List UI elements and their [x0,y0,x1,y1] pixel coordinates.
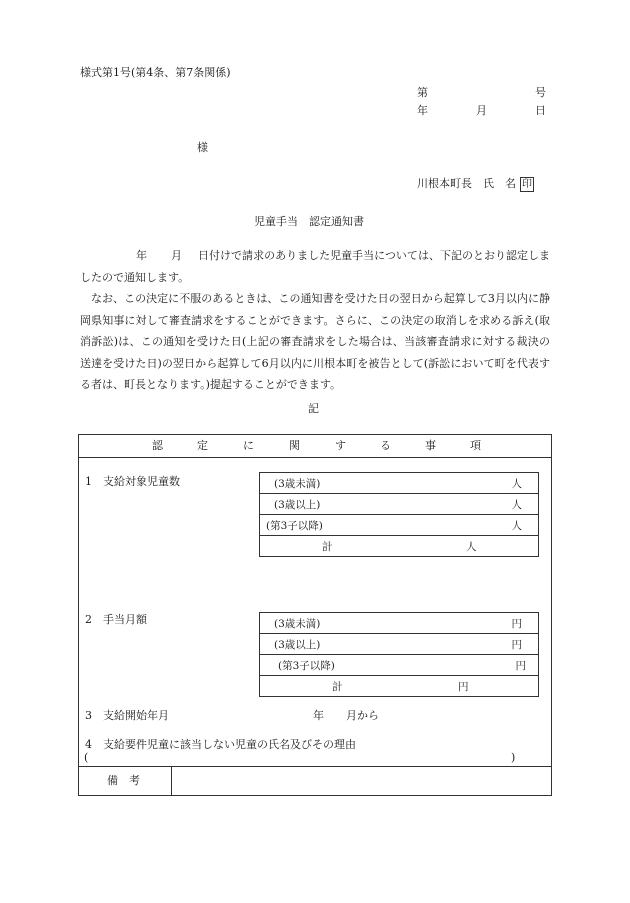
remarks-column-divider [171,766,172,796]
item2-row [260,634,538,655]
item2-row [260,613,538,634]
item1-total-label: 計 [322,541,333,553]
item2-row-unit: 円 [515,660,526,672]
document-title: 児童手当 認定通知書 [254,215,364,228]
header-char-4: 関 [289,439,300,452]
item2-row-unit: 円 [511,639,522,651]
item2-row-unit: 円 [511,618,522,630]
ki-heading: 記 [308,402,319,415]
item2-row-label: (3歳以上) [274,639,321,651]
item1-row-label: (3歳未満) [274,478,321,490]
item4-open-paren: ( [84,751,89,764]
item3-month-from: 月から [346,709,379,722]
header-divider [78,457,552,458]
date-month: 月 [476,104,487,117]
date-year: 年 [417,104,428,117]
item2-row-label: (第3子以降) [278,660,335,672]
number-suffix: 号 [535,86,546,99]
item1-row [260,473,538,494]
item1-row-label: (3歳以上) [274,499,321,511]
intro-paragraph [80,245,550,288]
form-number: 様式第1号(第4条、第7条関係) [80,66,231,79]
item2-total-label: 計 [332,681,343,693]
number-prefix: 第 [417,86,428,99]
intro-year: 年 [136,249,148,262]
item2-total-unit: 円 [458,681,469,693]
item1-subtable [259,472,539,557]
item1-row-unit: 人 [511,499,522,511]
item1-total-unit: 人 [466,541,477,553]
item3-label: 3 支給開始年月 [85,709,169,722]
header-char-2: 定 [197,439,208,452]
item4-close-paren: ) [511,751,516,764]
header-char-6: る [380,439,391,452]
item1-row-unit: 人 [511,478,522,490]
item1-row [260,494,538,515]
seal-mark: 印 [522,179,532,190]
header-char-7: 事 [425,439,436,452]
item1-row [260,515,538,536]
item1-label: 1 支給対象児童数 [85,475,180,488]
item2-label: 2 手当月額 [85,613,147,626]
header-char-8: 項 [470,439,481,452]
intro-month: 月 [171,249,183,262]
sender-line [417,177,534,192]
item1-row-label: (第3子以降) [266,520,323,532]
intro-text: 日付けで請求のありました児童手当については、下記のとおり認定しましたので通知します。 [80,249,551,284]
item4-label: 4 支給要件児童に該当しない児童の氏名及びその理由 [85,738,356,751]
item2-total-row [260,676,538,696]
item2-row [260,655,538,676]
header-char-1: 認 [152,439,163,452]
date-day: 日 [535,104,546,117]
item3-year: 年 [313,709,324,722]
item2-subtable [259,612,539,697]
item2-row-label: (3歳未満) [274,618,321,630]
remarks-label: 備 考 [107,774,140,787]
appeal-paragraph: なお、この決定に不服のあるときは、この通知書を受けた日の翌日から起算して3月以内に静岡県知事に対して審査請求をすることができます。さらに、この決定の取消しを求める訴え(取消訴訟)は、この通知を受けた日(上記の審査請求をした場合は、当該審査請求に対する裁決の送達を受けた日)の翌日から起算して6月以内に川根本町を被告として(訴訟において町を代表する者は、町長となります。)提起することができます。 [80,292,550,391]
header-char-3: に [243,439,254,452]
remarks-divider [78,766,552,767]
item1-row-unit: 人 [511,520,522,532]
sender-name: 川根本町長 氏 名 [417,177,516,190]
addressee-suffix: 様 [197,141,208,154]
header-char-5: す [335,439,346,452]
item1-total-row [260,536,538,556]
